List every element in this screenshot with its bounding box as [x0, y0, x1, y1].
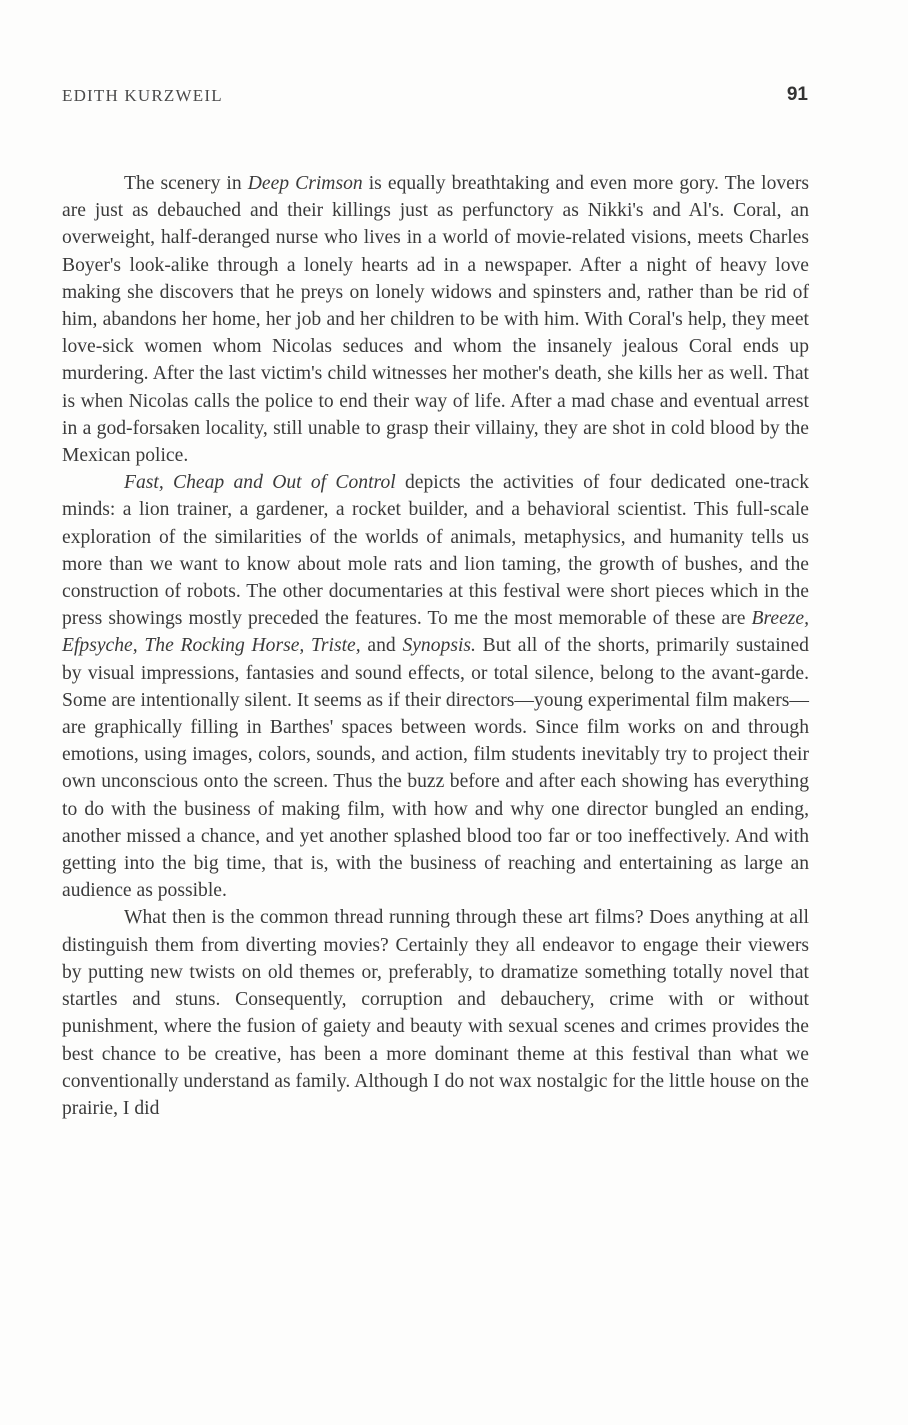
text-run: and: [360, 635, 403, 657]
film-title: Synopsis.: [402, 635, 476, 657]
film-title: Deep Crimson: [247, 173, 363, 194]
running-head-author: EDITH KURZWEIL: [62, 86, 223, 105]
paragraph: [62, 170, 809, 469]
text-run: depicts the activities of four dedicated one-track minds: a lion trainer, a gardener, a rocket builder, and a behavioral scientist. This full-scale exploration of the similarities of the worlds of animals, metaphysics, and humanity tells us more than we want to know about mole rats and lion taming, the growth of bushes, and the construction of robots. The other documentaries at this festival were short pieces which in the press showings mostly preceded the features. To me the most memorable of these are: [62, 472, 809, 630]
film-title-list: Breeze, Efpsyche, The Rocking Horse, Triste,: [62, 608, 809, 657]
text-run: But all of the shorts, primarily sustained by visual impressions, fantasies and sound effects, or total silence, belong to the avant-garde. Some are intentionally silent. It seems as if their directors—young experimental film makers—are graphically filling in Barthes' spaces between words. Since film works on and through emotions, using images, colors, sounds, and action, film students inevitably try to project their own unconscious onto the screen. Thus the buzz before and after each showing has everything to do with the business of making film, with how and why one director bungled an ending, another missed a chance, and yet another splashed blood too far or too ineffectively. And with getting into the big time, that is, with the business of reaching and entertaining as large an audience as possible.: [62, 635, 809, 902]
film-title: Fast, Cheap and Out of Control: [124, 472, 396, 494]
paragraph: [62, 904, 809, 1122]
paragraph: [62, 469, 809, 904]
text-run: What then is the common thread running through these art films? Does anything at all distinguish them from diverting movies? Certainly they all endeavor to engage their viewers by putting new twists on old themes or, preferably, to dramatize something totally novel that startles and stuns. Consequently, corruption and debauchery, crime with or without punishment, where the fusion of gaiety and beauty with sexual scenes and crimes provides the best chance to be creative, has been a more dominant theme at this festival than what we conventionally understand as family. Although I do not wax nostalgic for the little house on the prairie, I did: [62, 907, 809, 1119]
page-number: 91: [786, 84, 808, 105]
text-run: is equally breathtaking and even more gory. The lovers are just as debauched and their killings just as perfunctory as Nikki's and Al's. Coral, an overweight, half-deranged nurse who lives in a world of movie-related visions, meets Charles Boyer's look-alike through a lonely hearts ad in a newspaper. After a night of heavy love making she discovers that he preys on lonely widows and spinsters and, rather than be rid of him, abandons her home, her job and her children to be with him. With Coral's help, they meet love-sick women whom Nicolas seduces and whom the insanely jealous Coral ends up murdering. After the last victim's child witnesses her mother's death, she kills her as well. That is when Nicolas calls the police to end their way of life. After a mad chase and eventual arrest in a god-forsaken locality, still unable to grasp their villainy, they are shot in cold blood by the Mexican police.: [62, 173, 810, 467]
body-text: [62, 170, 809, 1122]
text-run: The scenery in: [124, 173, 248, 194]
